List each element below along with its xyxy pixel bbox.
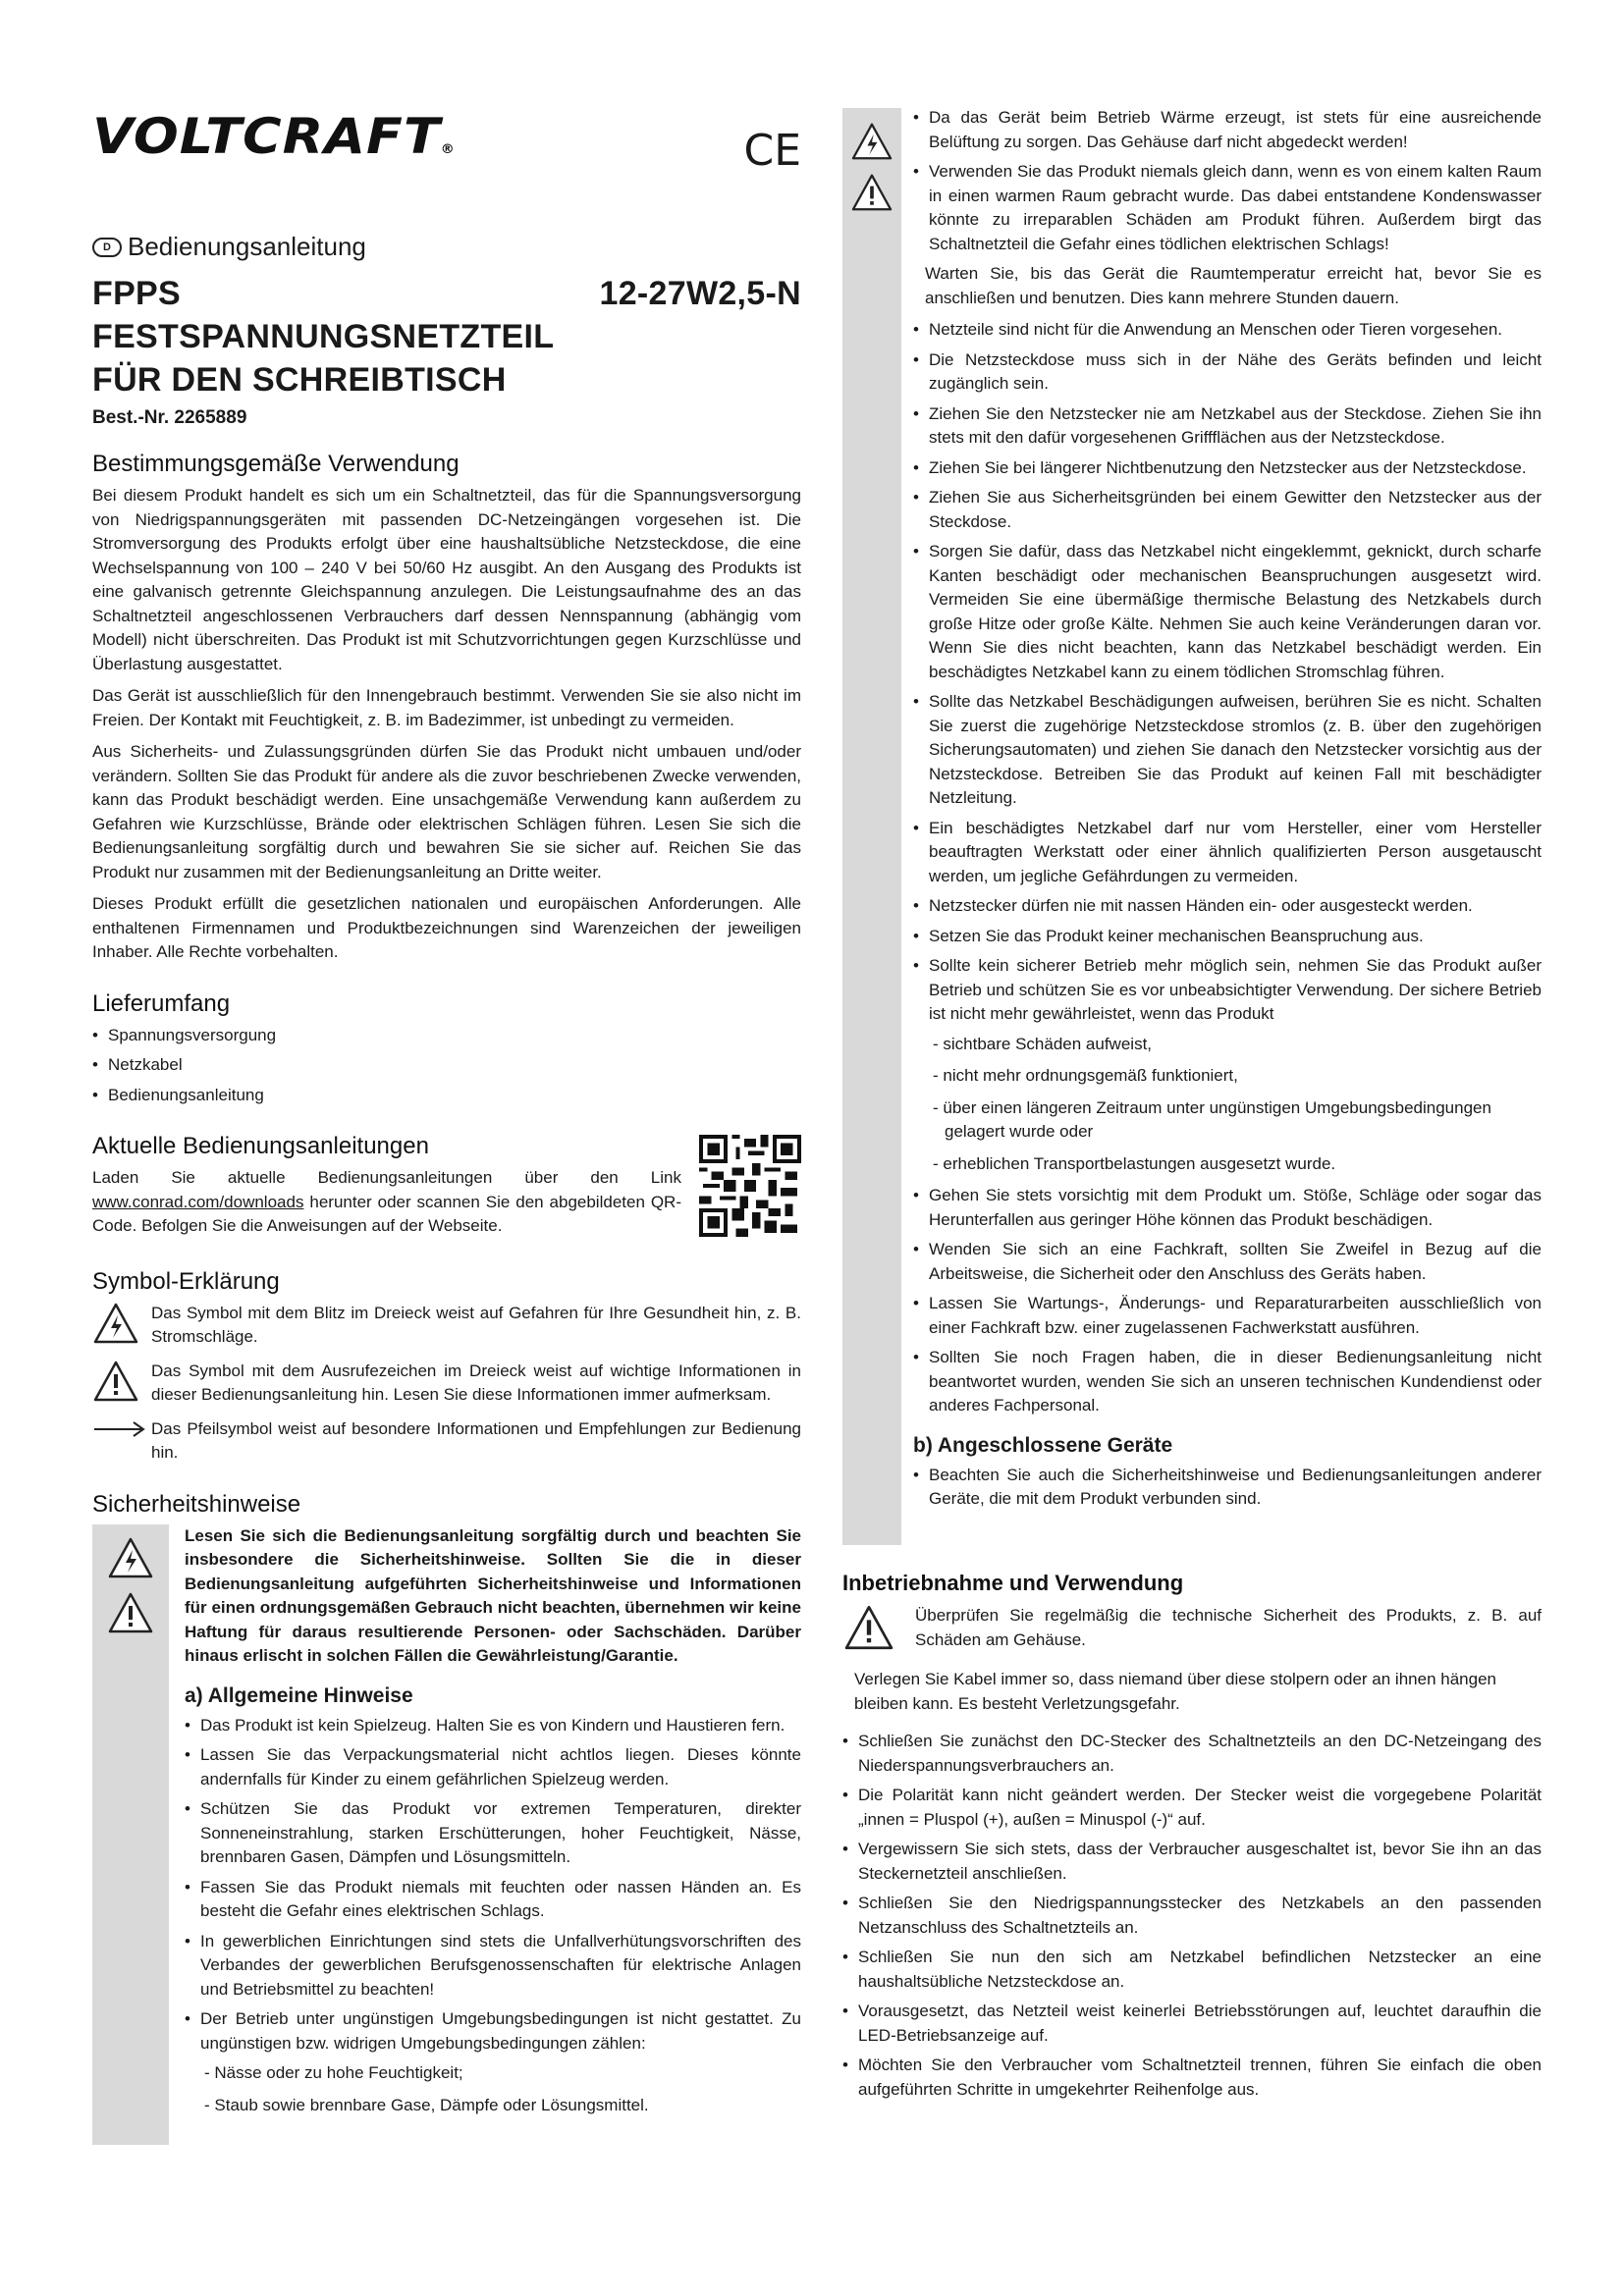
conditions-list — [185, 2061, 801, 2117]
list-item: - Staub sowie brennbare Gase, Dämpfe oder Lösungsmittel. — [204, 2095, 649, 2114]
exclamation-warning-icon — [92, 1360, 139, 1403]
list-item: - nicht mehr ordnungsgemäß funktioniert, — [933, 1066, 1238, 1085]
qr-code-icon — [699, 1135, 801, 1237]
list-item: • Bedienungsanleitung — [92, 1084, 801, 1108]
list-item: • Der Betrieb unter ungünstigen Umgebungsbedingungen ist nicht gestattet. Zu ungünstigen bzw. widrigen Umgebungsbedingungen zählen: — [185, 2007, 801, 2056]
list-item: • Ziehen Sie aus Sicherheitsgründen bei einem Gewitter den Netzstecker aus der Steckdose. — [913, 486, 1542, 534]
list-item: • Lassen Sie Wartungs-, Änderungs- und Reparaturarbeiten ausschließlich von einer Fachkraft bzw. einer zugelassenen Fachwerkstatt ausführen. — [913, 1292, 1542, 1340]
doc-type — [92, 232, 801, 262]
list-item: • Beachten Sie auch die Sicherheitshinweise und Bedienungsanleitungen anderer Geräte, die mit dem Produkt verbunden sind. — [913, 1464, 1542, 1512]
title-line-1: FPPS 12-27W2,5-N FESTSPANNUNGSNETZTEIL — [92, 275, 801, 355]
list-item: • Vorausgesetzt, das Netzteil weist keinerlei Betriebsstörungen auf, leuchtet daraufhin die LED-Betriebsanzeige auf. — [842, 2000, 1542, 2048]
list-item: • Lassen Sie das Verpackungsmaterial nicht achtlos liegen. Dieses könnte andernfalls für Kinder zu einem gefährlichen Spielzeug werden. — [185, 1743, 801, 1791]
safety-list — [913, 1184, 1542, 1418]
exclamation-warning-icon — [107, 1591, 154, 1634]
operation-heading: Inbetriebnahme und Verwendung — [842, 1571, 1184, 1595]
list-item: • Schließen Sie zunächst den DC-Stecker des Schaltnetzteils an den DC-Netzeingang des Niederspannungsverbrauchers an. — [842, 1730, 1542, 1778]
list-item: • Spannungsversorgung — [92, 1024, 801, 1048]
delivery-heading: Lieferumfang — [92, 989, 231, 1017]
symbol-description: Das Symbol mit dem Blitz im Dreieck weist auf Gefahren für Ihre Gesundheit hin, z. B. Stromschläge. — [151, 1303, 801, 1346]
symbol-row — [92, 1360, 801, 1408]
warning-sidebar — [842, 108, 901, 1545]
list-item: • Fassen Sie das Produkt niemals mit feuchten oder nassen Händen an. Es besteht die Gefahr eines elektrischen Schlags. — [185, 1876, 801, 1924]
warning-sidebar — [92, 1524, 169, 2145]
connected-devices-list — [913, 1464, 1542, 1512]
list-item: - Nässe oder zu hohe Feuchtigkeit; — [204, 2063, 463, 2082]
list-item: • Sollten Sie noch Fragen haben, die in dieser Bedienungsanleitung nicht beantwortet wurden, wenden Sie sich an unseren technischen Kundendienst oder anderes Fachpersonal. — [913, 1346, 1542, 1418]
list-item: - sichtbare Schäden aufweist, — [933, 1034, 1153, 1053]
list-item: • Da das Gerät beim Betrieb Wärme erzeugt, ist stets für eine ausreichende Belüftung zu sorgen. Das Gehäuse darf nicht abgedeckt werden! — [913, 106, 1542, 154]
general-notes-heading: a) Allgemeine Hinweise — [185, 1683, 413, 1707]
wait-note: Warten Sie, bis das Gerät die Raumtemperatur erreicht hat, bevor Sie es anschließen und benutzen. Dies kann mehrere Stunden dauern. — [925, 264, 1542, 307]
list-item: • Schließen Sie den Niedrigspannungsstecker des Netzkabels an den passenden Netzanschluss des Schaltnetzteils an. — [842, 1892, 1542, 1940]
unsafe-conditions-list — [913, 1033, 1542, 1177]
safety-list — [913, 106, 1542, 256]
ce-mark: CE — [743, 126, 801, 176]
list-item: • Die Polarität kann nicht geändert werden. Der Stecker weist die vorgegebene Polarität „innen = Pluspol (+), außen = Minuspol (-)“ auf. — [842, 1784, 1542, 1832]
downloads-link[interactable]: www.conrad.com/downloads — [92, 1192, 304, 1211]
page-title — [92, 272, 801, 401]
right-column — [842, 108, 1542, 2108]
list-item: • Vergewissern Sie sich stets, dass der Verbraucher ausgeschaltet ist, bevor Sie ihn an das Steckernetzteil anschließen. — [842, 1838, 1542, 1886]
exclamation-warning-icon — [850, 173, 893, 212]
manuals-text: Laden Sie aktuelle Bedienungsanleitungen über den Link www.conrad.com/downloads herunter oder scannen Sie den abgebildeten QR-Code. Befolgen Sie die Anweisungen auf der Webseite. — [92, 1168, 681, 1235]
order-number: Best.-Nr. 2265889 — [92, 407, 247, 428]
list-item: • Sollte kein sicherer Betrieb mehr möglich sein, nehmen Sie das Produkt außer Betrieb und schützen Sie es vor unbeabsichtigter Verwendung. Der sichere Betrieb ist nicht mehr gewährleistet, wenn das Produkt — [913, 954, 1542, 1027]
symbols-heading: Symbol-Erklärung — [92, 1267, 280, 1295]
list-item: • Die Netzsteckdose muss sich in der Nähe des Geräts befinden und leicht zugänglich sein. — [913, 348, 1542, 397]
list-item: • Verwenden Sie das Produkt niemals gleich dann, wenn es von einem kalten Raum in einen warmen Raum gebracht wurde. Das dabei entstandene Kondenswasser könnte zu irreparablen Schäden am Produkt führen. Außerdem birgt das Schaltnetzteil die Gefahr eines tödlichen elektrischen Schlags! — [913, 160, 1542, 256]
intended-use-paragraph: Aus Sicherheits- und Zulassungsgründen dürfen Sie das Produkt nicht umbauen und/oder verändern. Sollten Sie das Produkt für andere als die zuvor beschriebenen Zwecke verwenden, kann das Produkt beschädigt werden. Eine unsachgemäße Verwendung kann außerdem zu Gefahren wie Kurzschlüsse, Brände oder elektrischen Schlägen führen. Lesen Sie sich die Bedienungsanleitung sorgfältig durch und bewahren Sie sie sicher auf. Reichen Sie das Produkt nur zusammen mit der Bedienungsanleitung an Dritte weiter. — [92, 742, 801, 881]
safety-heading: Sicherheitshinweise — [92, 1490, 301, 1518]
symbol-row — [92, 1417, 801, 1466]
manuals-heading: Aktuelle Bedienungsanleitungen — [92, 1133, 429, 1159]
cable-note: Verlegen Sie Kabel immer so, dass niemand über diese stolpern oder an ihnen hängen bleiben kann. Es besteht Verletzungsgefahr. — [854, 1670, 1496, 1713]
list-item: • Gehen Sie stets vorsichtig mit dem Produkt um. Stöße, Schläge oder sogar das Herunterfallen aus geringer Höhe können das Produkt beschädigen. — [913, 1184, 1542, 1232]
connected-devices-heading: b) Angeschlossene Geräte — [913, 1433, 1173, 1457]
title-line-2: FÜR DEN SCHREIBTISCH — [92, 361, 507, 399]
safety-list — [913, 318, 1542, 1027]
intended-use-paragraph: Das Gerät ist ausschließlich für den Innengebrauch bestimmt. Verwenden Sie sie also nicht im Freien. Der Kontakt mit Feuchtigkeit, z. B. im Badezimmer, ist unbedingt zu vermeiden. — [92, 686, 801, 729]
list-item: • Netzteile sind nicht für die Anwendung an Menschen oder Tieren vorgesehen. — [913, 318, 1542, 343]
list-item: • In gewerblichen Einrichtungen sind stets die Unfallverhütungsvorschriften des Verbandes der gewerblichen Berufsgenossenschaften für elektrische Anlagen und Betriebsmittel zu beachten! — [185, 1930, 801, 2002]
operation-warning — [842, 1604, 1542, 1660]
language-badge-icon: D — [92, 238, 122, 257]
list-item: - erheblichen Transportbelastungen ausgesetzt wurde. — [933, 1153, 1336, 1173]
list-item: • Ein beschädigtes Netzkabel darf nur vom Hersteller, einer vom Hersteller beauftragten Werkstatt oder einer ähnlich qualifizierten Person ausgetauscht werden, um jegliche Gefährdungen zu vermeiden. — [913, 817, 1542, 889]
safety-continued-block — [842, 108, 1542, 1545]
list-item: • Schützen Sie das Produkt vor extremen Temperaturen, direkter Sonneneinstrahlung, starken Erschütterungen, hoher Feuchtigkeit, Nässe, brennbaren Gasen, Dämpfen und Lösungsmitteln. — [185, 1797, 801, 1870]
list-item: • Setzen Sie das Produkt keiner mechanischen Beanspruchung aus. — [913, 925, 1542, 949]
list-item: • Netzkabel — [92, 1053, 801, 1078]
list-item: • Das Produkt ist kein Spielzeug. Halten Sie es von Kindern und Haustieren fern. — [185, 1714, 801, 1738]
general-notes-list — [185, 1714, 801, 2056]
list-item: • Ziehen Sie bei längerer Nichtbenutzung den Netzstecker aus der Netzsteckdose. — [913, 456, 1542, 481]
delivery-list — [92, 1024, 801, 1108]
lightning-warning-icon — [92, 1302, 139, 1345]
intended-use-paragraph: Dieses Produkt erfüllt die gesetzlichen nationalen und europäischen Anforderungen. Alle enthaltenen Firmennamen und Produktbezeichnungen sind Warenzeichen der jeweiligen Inhaber. Alle Rechte vorbehalten. — [92, 894, 801, 961]
symbol-row — [92, 1302, 801, 1350]
exclamation-warning-icon — [842, 1604, 895, 1651]
symbol-description: Das Pfeilsymbol weist auf besondere Informationen und Empfehlungen zur Bedienung hin. — [151, 1418, 801, 1462]
list-item: - über einen längeren Zeitraum unter ungünstigen Umgebungsbedingungen gelagert wurde oder — [933, 1097, 1491, 1141]
list-item: • Wenden Sie sich an eine Fachkraft, sollten Sie Zweifel in Bezug auf die Arbeitsweise, die Sicherheit oder den Anschluss des Geräts haben. — [913, 1238, 1542, 1286]
doc-type-label: Bedienungsanleitung — [128, 232, 366, 261]
list-item: • Netzstecker dürfen nie mit nassen Händen ein- oder ausgesteckt werden. — [913, 894, 1542, 919]
safety-intro: Lesen Sie sich die Bedienungsanleitung sorgfältig durch und beachten Sie insbesondere die Sicherheitshinweise. Sollten Sie die in dieser Bedienungsanleitung aufgeführten Sicherheitshinweise und Informationen für einen ordnungsgemäßen Gebrauch nicht beachten, übernehmen wir keine Haftung für daraus resultierende Personen- oder Sachschäden. Darüber hinaus erlischt in solchen Fällen die Gewährleistung/Garantie. — [185, 1525, 801, 1665]
lightning-warning-icon — [850, 122, 893, 161]
intended-use-paragraph: Bei diesem Produkt handelt es sich um ein Schaltnetzteil, das für die Spannungsversorgung von Niedrigspannungsgeräten mit passenden DC-Netzeingängen vorgesehen ist. Die Stromversorgung des Produkts erfolgt über eine haushaltsübliche Netzsteckdose, die eine Wechselspannung von 100 – 240 V bei 50/60 Hz ausgibt. An den Ausgang des Produkts ist eine galvanisch getrennte Gleichspannung anzulegen. Die Leistungsaufnahme des an das Schaltnetzteil angeschlossenen Verbrauchers darf dessen Nennspannung (abhängig vom Modell) nicht überschreiten. Das Produkt ist mit Schutzvorrichtungen gegen Kurzschlüsse und Überlastung ausgestattet. — [92, 486, 801, 673]
safety-block — [92, 1524, 801, 2145]
list-item: • Sorgen Sie dafür, dass das Netzkabel nicht eingeklemmt, geknickt, durch scharfe Kanten beschädigt oder mechanischen Beanspruchungen ausgesetzt wird. Vermeiden Sie eine übermäßige thermische Belastung des Netzkabels durch große Hitze oder große Kälte. Nehmen Sie auch keine Veränderungen daran vor. Wenn Sie dies nicht beachten, kann das Netzkabel beschädigt werden. Ein beschädigtes Netzkabel kann zu einem tödlichen Stromschlag führen. — [913, 540, 1542, 684]
operation-warning-text: Überprüfen Sie regelmäßig die technische Sicherheit des Produkts, z. B. auf Schäden am Gehäuse. — [915, 1606, 1542, 1649]
intended-use-heading: Bestimmungsgemäße Verwendung — [92, 451, 460, 477]
symbol-description: Das Symbol mit dem Ausrufezeichen im Dreieck weist auf wichtige Informationen in dieser Bedienungsanleitung hin. Lesen Sie diese Informationen immer aufmerksam. — [151, 1361, 801, 1404]
list-item: • Sollte das Netzkabel Beschädigungen aufweisen, berühren Sie es nicht. Schalten Sie zuerst die zugehörige Netzsteckdose stromlos (z. B. über den zugehörigen Sicherungsautomaten) und ziehen Sie danach den Netzstecker vorsichtig aus der Netzsteckdose. Betreiben Sie das Produkt auf keinen Fall mit beschädigter Netzleitung. — [913, 690, 1542, 811]
list-item: • Schließen Sie nun den sich am Netzkabel befindlichen Netzstecker an eine haushaltsübliche Netzsteckdose an. — [842, 1946, 1542, 1994]
list-item: • Möchten Sie den Verbraucher vom Schaltnetzteil trennen, führen Sie einfach die oben aufgeführten Schritte in umgekehrter Reihenfolge aus. — [842, 2054, 1542, 2102]
lightning-warning-icon — [107, 1536, 154, 1579]
left-column — [92, 108, 801, 2145]
arrow-icon — [92, 1417, 147, 1441]
operation-steps — [842, 1730, 1542, 2102]
list-item: • Ziehen Sie den Netzstecker nie am Netzkabel aus der Steckdose. Ziehen Sie ihn stets mit den dafür vorgesehenen Griffflächen aus der Netzsteckdose. — [913, 402, 1542, 451]
brand-logo: VOLTCRAFT® — [92, 108, 456, 165]
